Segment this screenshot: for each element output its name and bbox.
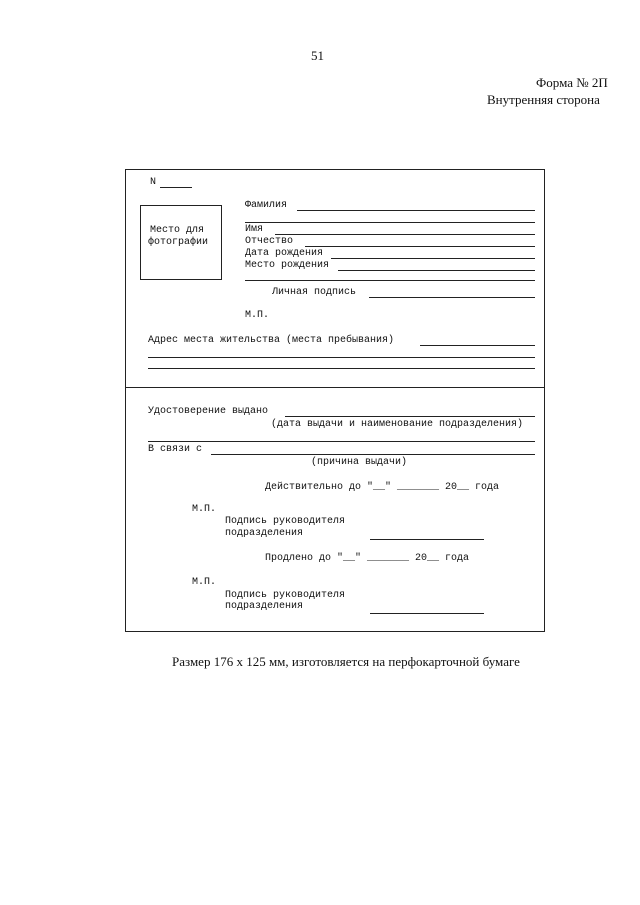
birth-place-line[interactable] <box>338 270 535 271</box>
photo-label: фотографии <box>148 237 209 248</box>
issued-line-2[interactable] <box>148 441 535 442</box>
birth-date-line[interactable] <box>331 258 535 259</box>
head-signature-line-2[interactable] <box>370 613 484 614</box>
signature-line[interactable] <box>369 297 535 298</box>
address-line-2[interactable] <box>148 357 535 358</box>
number-line <box>160 187 192 188</box>
address-line[interactable] <box>420 345 535 346</box>
name-line[interactable] <box>275 234 535 235</box>
reason-label: В связи с <box>148 444 203 455</box>
address-line-3[interactable] <box>148 368 535 369</box>
surname-line[interactable] <box>297 210 535 211</box>
birth-place-label: Место рождения <box>245 260 330 271</box>
reason-line[interactable] <box>211 454 535 455</box>
photo-label: Место для <box>150 225 205 236</box>
stamp-label: М.П. <box>245 310 270 321</box>
patronymic-label: Отчество <box>245 236 294 247</box>
surname-line-2[interactable] <box>245 222 535 223</box>
card-divider <box>125 387 545 388</box>
name-label: Имя <box>245 224 264 235</box>
issued-hint: (дата выдачи и наименование подразделения) <box>271 419 524 430</box>
form-side: Внутренняя сторона <box>487 92 600 107</box>
issued-line[interactable] <box>285 416 535 417</box>
issued-label: Удостоверение выдано <box>148 406 269 417</box>
head-signature-label-4: подразделения <box>225 601 304 612</box>
number-label: N <box>150 177 157 188</box>
head-signature-label-2: подразделения <box>225 528 304 539</box>
head-signature-line[interactable] <box>370 539 484 540</box>
surname-label: Фамилия <box>245 200 288 211</box>
page-number: 51 <box>311 48 324 63</box>
reason-hint: (причина выдачи) <box>311 457 408 468</box>
form-number: Форма № 2П <box>536 75 608 90</box>
stamp-label-2: М.П. <box>192 504 217 515</box>
size-note: Размер 176 х 125 мм, изготовляется на перфокарточной бумаге <box>172 654 520 669</box>
extended-until: Продлено до "__" _______ 20__ года <box>265 553 470 564</box>
head-signature-label-3: Подпись руководителя <box>225 590 346 601</box>
birth-place-line-2[interactable] <box>245 280 535 281</box>
signature-label: Личная подпись <box>272 287 357 298</box>
stamp-label-3: М.П. <box>192 577 217 588</box>
address-label: Адрес места жительства (места пребывания) <box>148 335 395 346</box>
head-signature-label: Подпись руководителя <box>225 516 346 527</box>
patronymic-line[interactable] <box>305 246 535 247</box>
birth-date-label: Дата рождения <box>245 248 324 259</box>
valid-until: Действительно до "__" _______ 20__ года <box>265 482 500 493</box>
